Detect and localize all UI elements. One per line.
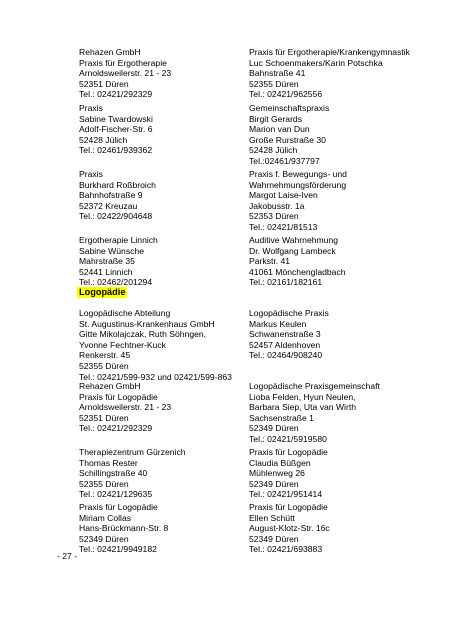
address-entry <box>79 169 156 222</box>
entry-line: Tel.:02461/937797 <box>249 155 320 166</box>
entry-line: Sachsenstraße 1 <box>249 412 314 423</box>
entry-line: Tel.: 02421/9949182 <box>79 544 157 555</box>
entry-line: Mahrstraße 35 <box>79 256 135 267</box>
entry-line: 52441 Linnich <box>79 266 133 277</box>
address-entry <box>249 47 410 100</box>
entry-line: Lioba Felden, Hyun Neulen, <box>249 391 356 402</box>
entry-line: Tel.: 02462/201294 <box>79 277 153 288</box>
entry-line: 52355 Düren <box>79 478 129 489</box>
address-entry <box>79 103 153 156</box>
entry-line: Schillingstraße 40 <box>79 468 148 479</box>
entry-line: Logopädische Praxisgemeinschaft <box>249 381 380 391</box>
entry-line: Markus Keulen <box>249 318 307 329</box>
entry-line: 52372 Kreuzau <box>79 200 138 211</box>
entry-line: Gitte Mikolajczak, Ruth Söhngen, <box>79 329 207 340</box>
address-entry <box>79 447 186 500</box>
entry-line: 52351 Düren <box>79 78 129 89</box>
entry-line: Tel.: 02421/599-932 und 02421/599-863 <box>79 371 232 382</box>
entry-line: Praxis f. Bewegungs- und <box>249 169 347 179</box>
entry-line: Jakobusstr. 1a <box>249 200 305 211</box>
page-number: - 27 - <box>57 551 78 561</box>
entry-line: Praxis für Ergotherapie/Krankengymnastik <box>249 47 410 57</box>
entry-line: Dr. Wolfgang Lambeck <box>249 245 336 256</box>
entry-line: Tel.: 02161/182161 <box>249 277 323 288</box>
entry-line: Praxis für Ergotherapie <box>79 57 167 68</box>
address-entry <box>249 169 347 233</box>
entry-line: Barbara Siep, Uta van Wirth <box>249 402 356 413</box>
entry-line: Tel.: 02421/693883 <box>249 544 323 555</box>
entry-line: Bahnstraße 41 <box>249 68 306 79</box>
entry-line: Praxis <box>79 169 103 179</box>
entry-line: Therapiezentrum Gürzenich <box>79 447 186 457</box>
entry-line: Rehazen GmbH <box>79 381 141 391</box>
address-entry <box>249 502 330 555</box>
entry-line: Logopädische Praxis <box>249 308 329 318</box>
entry-line: Praxis <box>79 103 103 113</box>
entry-line: Praxis für Logopädie <box>79 391 158 402</box>
address-entry <box>249 103 329 167</box>
entry-line: Tel.: 02422/904648 <box>79 211 153 222</box>
entry-line: 52428 Jülich <box>79 134 128 145</box>
entry-line: Rehazen GmbH <box>79 47 141 57</box>
entry-line: Praxis für Logopädie <box>79 502 158 512</box>
entry-line: Praxis für Logopädie <box>249 447 328 457</box>
address-entry <box>79 308 232 382</box>
entry-line: 52349 Düren <box>249 478 299 489</box>
address-entry <box>249 235 346 288</box>
entry-line: Tel.: 02421/129635 <box>79 489 153 500</box>
entry-line: Sabine Wünsche <box>79 245 144 256</box>
entry-line: 52355 Düren <box>249 78 299 89</box>
address-entry <box>79 47 171 100</box>
entry-line: 52428 Jülich <box>249 145 298 156</box>
entry-line: Tel.: 02421/81513 <box>249 221 318 232</box>
entry-line: Marion van Dun <box>249 124 310 135</box>
entry-line: Renkerstr. 45 <box>79 350 131 361</box>
entry-line: 52351 Düren <box>79 412 129 423</box>
entry-line: Große Rurstraße 30 <box>249 134 326 145</box>
entry-line: St. Augustinus-Krankenhaus GmbH <box>79 318 215 329</box>
entry-line: August-Klotz-Str. 16c <box>249 523 330 534</box>
entry-line: Arnoldsweilerstr. 21 - 23 <box>79 68 172 79</box>
entry-line: Luc Schoenmakers/Karin Potschka <box>249 57 383 68</box>
entry-line: 52349 Düren <box>79 533 129 544</box>
entry-line: Tel.: 02421/962556 <box>249 89 323 100</box>
address-entry <box>249 308 329 361</box>
entry-line: Tel.: 02421/292329 <box>79 423 153 434</box>
section-heading-logopaedie: Logopädie <box>79 287 126 297</box>
entry-line: Ergotherapie Linnich <box>79 235 158 245</box>
address-entry <box>249 381 380 445</box>
entry-line: Arnoldsweilerstr. 21 - 23 <box>79 402 172 413</box>
entry-line: Tel.: 02421/951414 <box>249 489 323 500</box>
address-entry <box>79 381 171 434</box>
address-entry <box>249 447 328 500</box>
address-entry <box>79 235 158 288</box>
entry-line: Wahrnehmungsförderung <box>249 179 347 190</box>
entry-line: 52355 Düren <box>79 360 129 371</box>
entry-line: Ellen Schütt <box>249 512 295 523</box>
entry-line: 52349 Düren <box>249 533 299 544</box>
entry-line: Logopädische Abteilung <box>79 308 171 318</box>
entry-line: Tel.: 02421/5919580 <box>249 433 327 444</box>
entry-line: Sabine Twardowski <box>79 113 153 124</box>
entry-line: Hans-Brückmann-Str. 8 <box>79 523 169 534</box>
entry-line: Tel.: 02464/908240 <box>249 350 323 361</box>
entry-line: Tel.: 02461/939362 <box>79 145 153 156</box>
entry-line: 52457 Aldenhoven <box>249 339 321 350</box>
entry-line: Margot Laise-Iven <box>249 190 318 201</box>
entry-line: Tel.: 02421/292329 <box>79 89 153 100</box>
entry-line: 52353 Düren <box>249 211 299 222</box>
entry-line: Auditive Wahrnehmung <box>249 235 339 245</box>
entry-line: Birgit Gerards <box>249 113 303 124</box>
address-entry <box>79 502 168 555</box>
entry-line: 52349 Düren <box>249 423 299 434</box>
entry-line: Adolf-Fischer-Str. 6 <box>79 124 153 135</box>
entry-line: Claudia Büßgen <box>249 457 311 468</box>
entry-line: Gemeinschaftspraxis <box>249 103 330 113</box>
entry-line: Bahnhofstraße 9 <box>79 190 143 201</box>
entry-line: Yvonne Fechtner-Kuck <box>79 339 166 350</box>
entry-line: Schwanenstraße 3 <box>249 329 321 340</box>
entry-line: Parkstr. 41 <box>249 256 291 267</box>
entry-line: Mühlenweg 26 <box>249 468 305 479</box>
entry-line: Burkhard Roßbroich <box>79 179 156 190</box>
entry-line: Praxis für Logopädie <box>249 502 328 512</box>
entry-line: 41061 Mönchengladbach <box>249 266 346 277</box>
entry-line: Miriam Collas <box>79 512 132 523</box>
entry-line: Thomas Rester <box>79 457 138 468</box>
